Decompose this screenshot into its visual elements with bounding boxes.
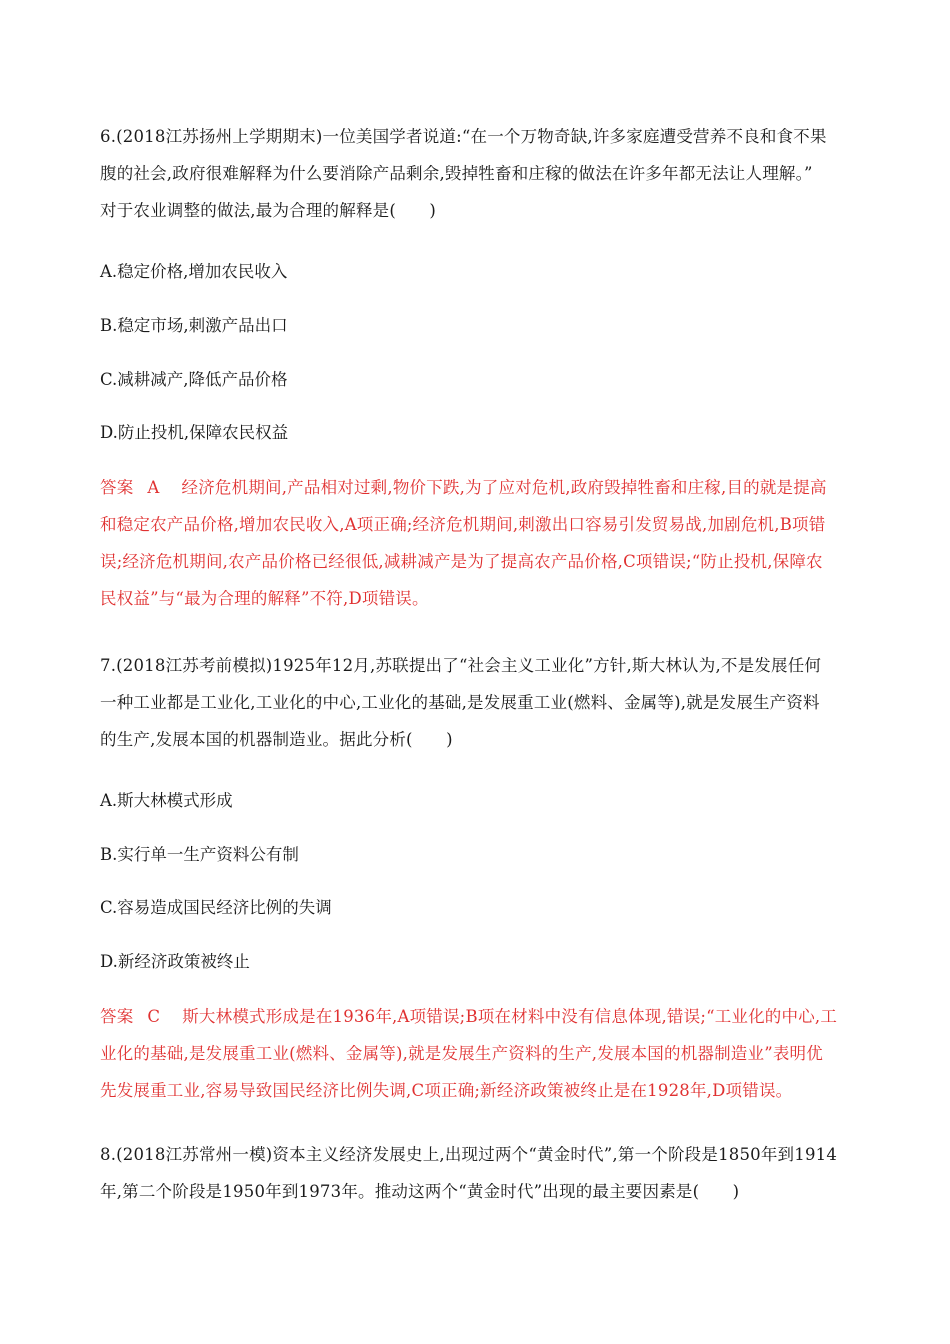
question-6-option-a: A.稳定价格,增加农民收入 bbox=[100, 262, 288, 281]
answer-line: 误;经济危机期间,农产品价格已经很低,减耕减产是为了提高农产品价格,C项错误;“防止投机,保障农 bbox=[100, 552, 823, 571]
answer-text: 斯大林模式形成是在1936年,A项错误;B项在材料中没有信息体现,错误;“工业化的中心,工 bbox=[182, 1007, 838, 1026]
answer-line: 先发展重工业,容易导致国民经济比例失调,C项正确;新经济政策被终止是在1928年,D项错误。 bbox=[100, 1081, 793, 1100]
question-7-option-c: C.容易造成国民经济比例的失调 bbox=[100, 898, 332, 917]
answer-line bbox=[100, 998, 852, 1035]
answer-text: 经济危机期间,产品相对过剩,物价下跌,为了应对危机,政府毁掉牲畜和庄稼,目的就是提高 bbox=[181, 478, 827, 497]
answer-label: 答案 bbox=[100, 478, 134, 497]
answer-line: 业化的基础,是发展重工业(燃料、金属等),就是发展生产资料的生产,发展本国的机器制造业”表明优 bbox=[100, 1044, 823, 1063]
stem-line: 7.(2018江苏考前模拟)1925年12月,苏联提出了“社会主义工业化”方针,斯大林认为,不是发展任何 bbox=[100, 656, 822, 675]
question-6-option-c: C.减耕减产,降低产品价格 bbox=[100, 370, 288, 389]
question-7-stem bbox=[100, 647, 852, 758]
stem-line: 6.(2018江苏扬州上学期期末)一位美国学者说道:“在一个万物奇缺,许多家庭遭受营养不良和食不果 bbox=[100, 127, 827, 146]
question-6-stem bbox=[100, 118, 852, 229]
stem-line: 腹的社会,政府很难解释为什么要消除产品剩余,毁掉牲畜和庄稼的做法在许多年都无法让人理解。” bbox=[100, 164, 813, 183]
stem-line: 8.(2018江苏常州一模)资本主义经济发展史上,出现过两个“黄金时代”,第一个阶段是1850年到1914 bbox=[100, 1145, 838, 1164]
question-8-stem bbox=[100, 1136, 852, 1210]
stem-line: 一种工业都是工业化,工业化的中心,工业化的基础,是发展重工业(燃料、金属等),就是发展生产资料 bbox=[100, 693, 820, 712]
answer-line bbox=[100, 469, 852, 506]
stem-line: 年,第二个阶段是1950年到1973年。推动这两个“黄金时代”出现的最主要因素是( ) bbox=[100, 1182, 740, 1201]
question-6-option-b: B.稳定市场,刺激产品出口 bbox=[100, 316, 288, 335]
stem-line: 的生产,发展本国的机器制造业。据此分析( ) bbox=[100, 730, 453, 749]
answer-choice: A bbox=[147, 478, 160, 497]
question-6-option-d: D.防止投机,保障农民权益 bbox=[100, 423, 289, 442]
answer-label: 答案 bbox=[100, 1007, 134, 1026]
question-7-option-b: B.实行单一生产资料公有制 bbox=[100, 845, 299, 864]
stem-line: 对于农业调整的做法,最为合理的解释是( ) bbox=[100, 201, 437, 220]
question-6-answer bbox=[100, 469, 852, 617]
question-7-option-d: D.新经济政策被终止 bbox=[100, 952, 250, 971]
answer-line: 和稳定农产品价格,增加农民收入,A项正确;经济危机期间,刺激出口容易引发贸易战,加剧危机,B项错 bbox=[100, 515, 826, 534]
question-7-option-a: A.斯大林模式形成 bbox=[100, 791, 233, 810]
answer-line: 民权益”与“最为合理的解释”不符,D项错误。 bbox=[100, 589, 429, 608]
question-7-answer bbox=[100, 998, 852, 1109]
answer-choice: C bbox=[147, 1007, 161, 1026]
